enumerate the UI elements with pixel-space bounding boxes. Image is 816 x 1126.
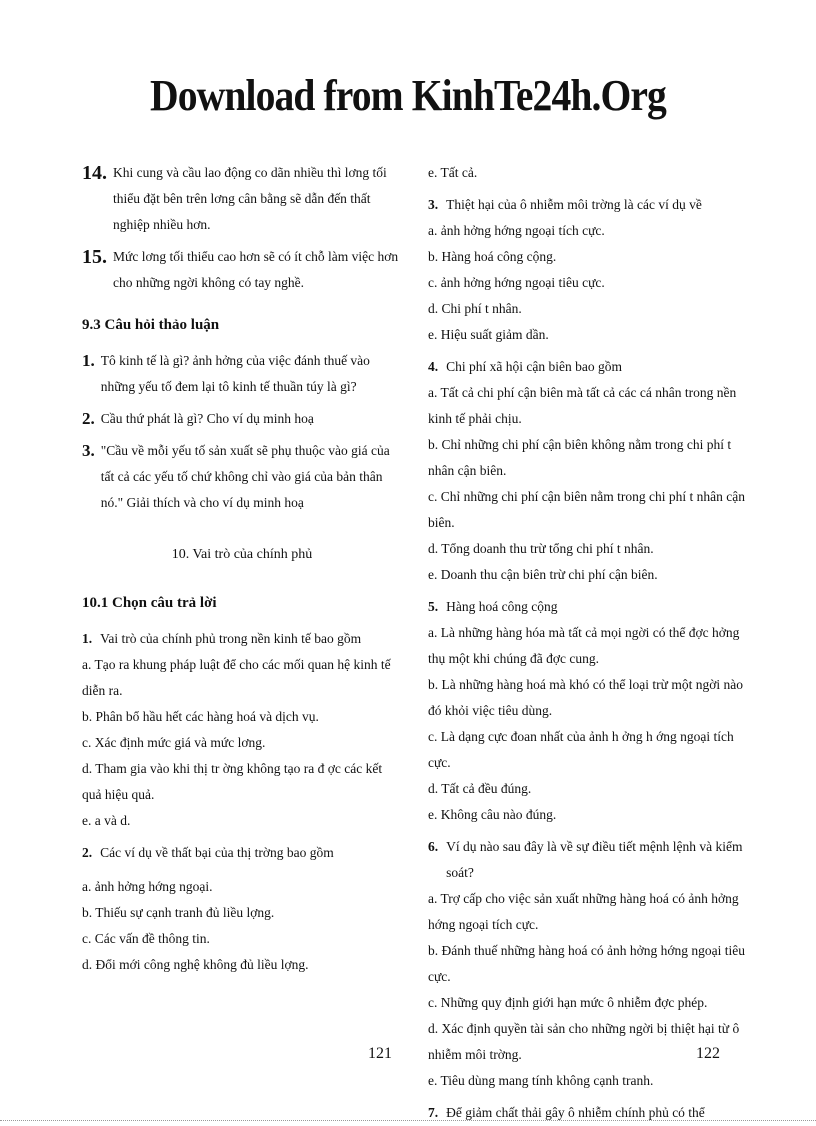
option: d. Xác định quyền tài sản cho những ngời bị thiệt hại từ ô nhiễm môi trờng. [428,1021,740,1062]
page-number-right: 122 [696,1045,720,1062]
right-column [428,160,754,1126]
question-text: Mức lơng tối thiểu cao hơn sẽ có ít chỗ làm việc hơn cho những ngời không có tay nghề. [113,249,399,290]
question-number: 1. [82,351,95,370]
question-number: 15. [82,246,107,268]
question-text: Khi cung và cầu lao động co dãn nhiều thì lơng tối thiểu đặt bên trên lơng cân bằng sẽ dẫn đến thất nghiệp nhiều hơn. [113,165,387,232]
left-column [82,160,402,978]
bottom-divider [0,1120,816,1121]
option: a. ảnh hởng hớng ngoại tích cực. [428,223,605,238]
option: e. Doanh thu cận biên trừ chi phí cận biên. [428,567,658,582]
question-text: Vai trò của chính phủ trong nền kinh tế bao gồm [100,631,362,646]
question-5 [428,594,754,620]
option: b. Là những hàng hoá mà khó có thể loại trừ một ngời nào đó khỏi việc tiêu dùng. [428,677,743,718]
question-text: Chi phí xã hội cận biên bao gồm [446,359,622,374]
question-number: 1. [82,631,93,646]
option: e. a và d. [82,813,131,828]
option: c. Các vấn đề thông tin. [82,931,210,946]
option: d. Đổi mới công nghệ không đủ liều lợng. [82,957,309,972]
discussion-2 [82,406,402,432]
question-number: 2. [82,845,93,860]
question-4 [428,354,754,380]
question-number: 4. [428,359,439,374]
question-text: Ví dụ nào sau đây là về sự điều tiết mệnh lệnh và kiểm soát? [446,839,743,880]
question-number: 2. [82,409,95,428]
question-text: Để giảm chất thải gây ô nhiễm chính phủ có thể [446,1105,705,1120]
option: d. Tham gia vào khi thị tr ờng không tạo ra đ ợc các kết quả hiệu quả. [82,761,383,802]
question-number: 7. [428,1105,439,1120]
option: b. Phân bổ hầu hết các hàng hoá và dịch vụ. [82,709,319,724]
question-text: Các ví dụ về thất bại của thị trờng bao gồm [100,845,334,860]
option: b. Hàng hoá công cộng. [428,249,557,264]
question-text: Cầu thứ phát là gì? Cho ví dụ minh hoạ [100,411,314,426]
question-6 [428,834,754,886]
question-text: "Cầu về mỗi yếu tố sản xuất sẽ phụ thuộc vào giá của tất cả các yếu tố chứ không chỉ vào giá của bản thân nó." Giải thích và cho ví dụ minh hoạ [100,443,390,510]
option: a. ảnh hởng hớng ngoại. [82,879,213,894]
option: e. Tiêu dùng mang tính không cạnh tranh. [428,1073,654,1088]
option: c. Là dạng cực đoan nhất của ảnh h ởng h ớng ngoại tích cực. [428,729,734,770]
option: c. ảnh hởng hớng ngoại tiêu cực. [428,275,605,290]
section-title-9-3: 9.3 Câu hỏi thảo luận [82,317,220,333]
option: b. Thiếu sự cạnh tranh đủ liều lợng. [82,905,275,920]
option: d. Tất cả đều đúng. [428,781,532,796]
question-number: 3. [82,441,95,460]
question-1 [82,626,402,652]
option: c. Chỉ những chi phí cận biên nằm trong chi phí t nhân cận biên. [428,489,745,530]
question-3 [428,192,754,218]
option: d. Chi phí t nhân. [428,301,522,316]
question-number: 14. [82,162,107,184]
question-2 [82,840,402,866]
option: a. Tất cả chi phí cận biên mà tất cả các cá nhân trong nền kinh tế phải chịu. [428,385,737,426]
question-14 [82,160,402,238]
question-text: Tô kinh tế là gì? ảnh hởng của việc đánh thuế vào những yếu tố đem lại tô kinh tế thuần túy là gì? [100,353,370,394]
option: b. Đánh thuế những hàng hoá có ảnh hởng hớng ngoại tiêu cực. [428,943,746,984]
option: e. Tất cả. [428,165,478,180]
discussion-3 [82,438,402,516]
question-text: Thiệt hại của ô nhiễm môi trờng là các ví dụ về [446,197,702,212]
option: a. Tạo ra khung pháp luật để cho các mối quan hệ kinh tế diễn ra. [82,657,391,698]
option: a. Trợ cấp cho việc sản xuất những hàng hoá có ảnh hởng hớng ngoại tích cực. [428,891,739,932]
option: b. Chỉ những chi phí cận biên không nằm trong chi phí t nhân cận biên. [428,437,732,478]
chapter-title: 10. Vai trò của chính phủ [171,547,313,562]
question-7 [428,1100,754,1126]
question-text: Hàng hoá công cộng [446,599,558,614]
discussion-1 [82,348,402,400]
option: e. Không câu nào đúng. [428,807,557,822]
question-number: 3. [428,197,439,212]
option: c. Những quy định giới hạn mức ô nhiễm đợc phép. [428,995,708,1010]
page-number-left: 121 [368,1045,392,1062]
option: a. Là những hàng hóa mà tất cả mọi ngời có thể đợc hởng thụ một khi chúng đã đợc cung. [428,625,740,666]
option: c. Xác định mức giá và mức lơng. [82,735,266,750]
page-header: Download from KinhTe24h.Org [150,71,666,120]
question-15 [82,244,402,296]
question-number: 6. [428,839,439,854]
option: d. Tổng doanh thu trừ tổng chi phí t nhân. [428,541,654,556]
question-number: 5. [428,599,439,614]
option: e. Hiệu suất giảm dần. [428,327,549,342]
section-title-10-1: 10.1 Chọn câu trả lời [82,595,217,611]
